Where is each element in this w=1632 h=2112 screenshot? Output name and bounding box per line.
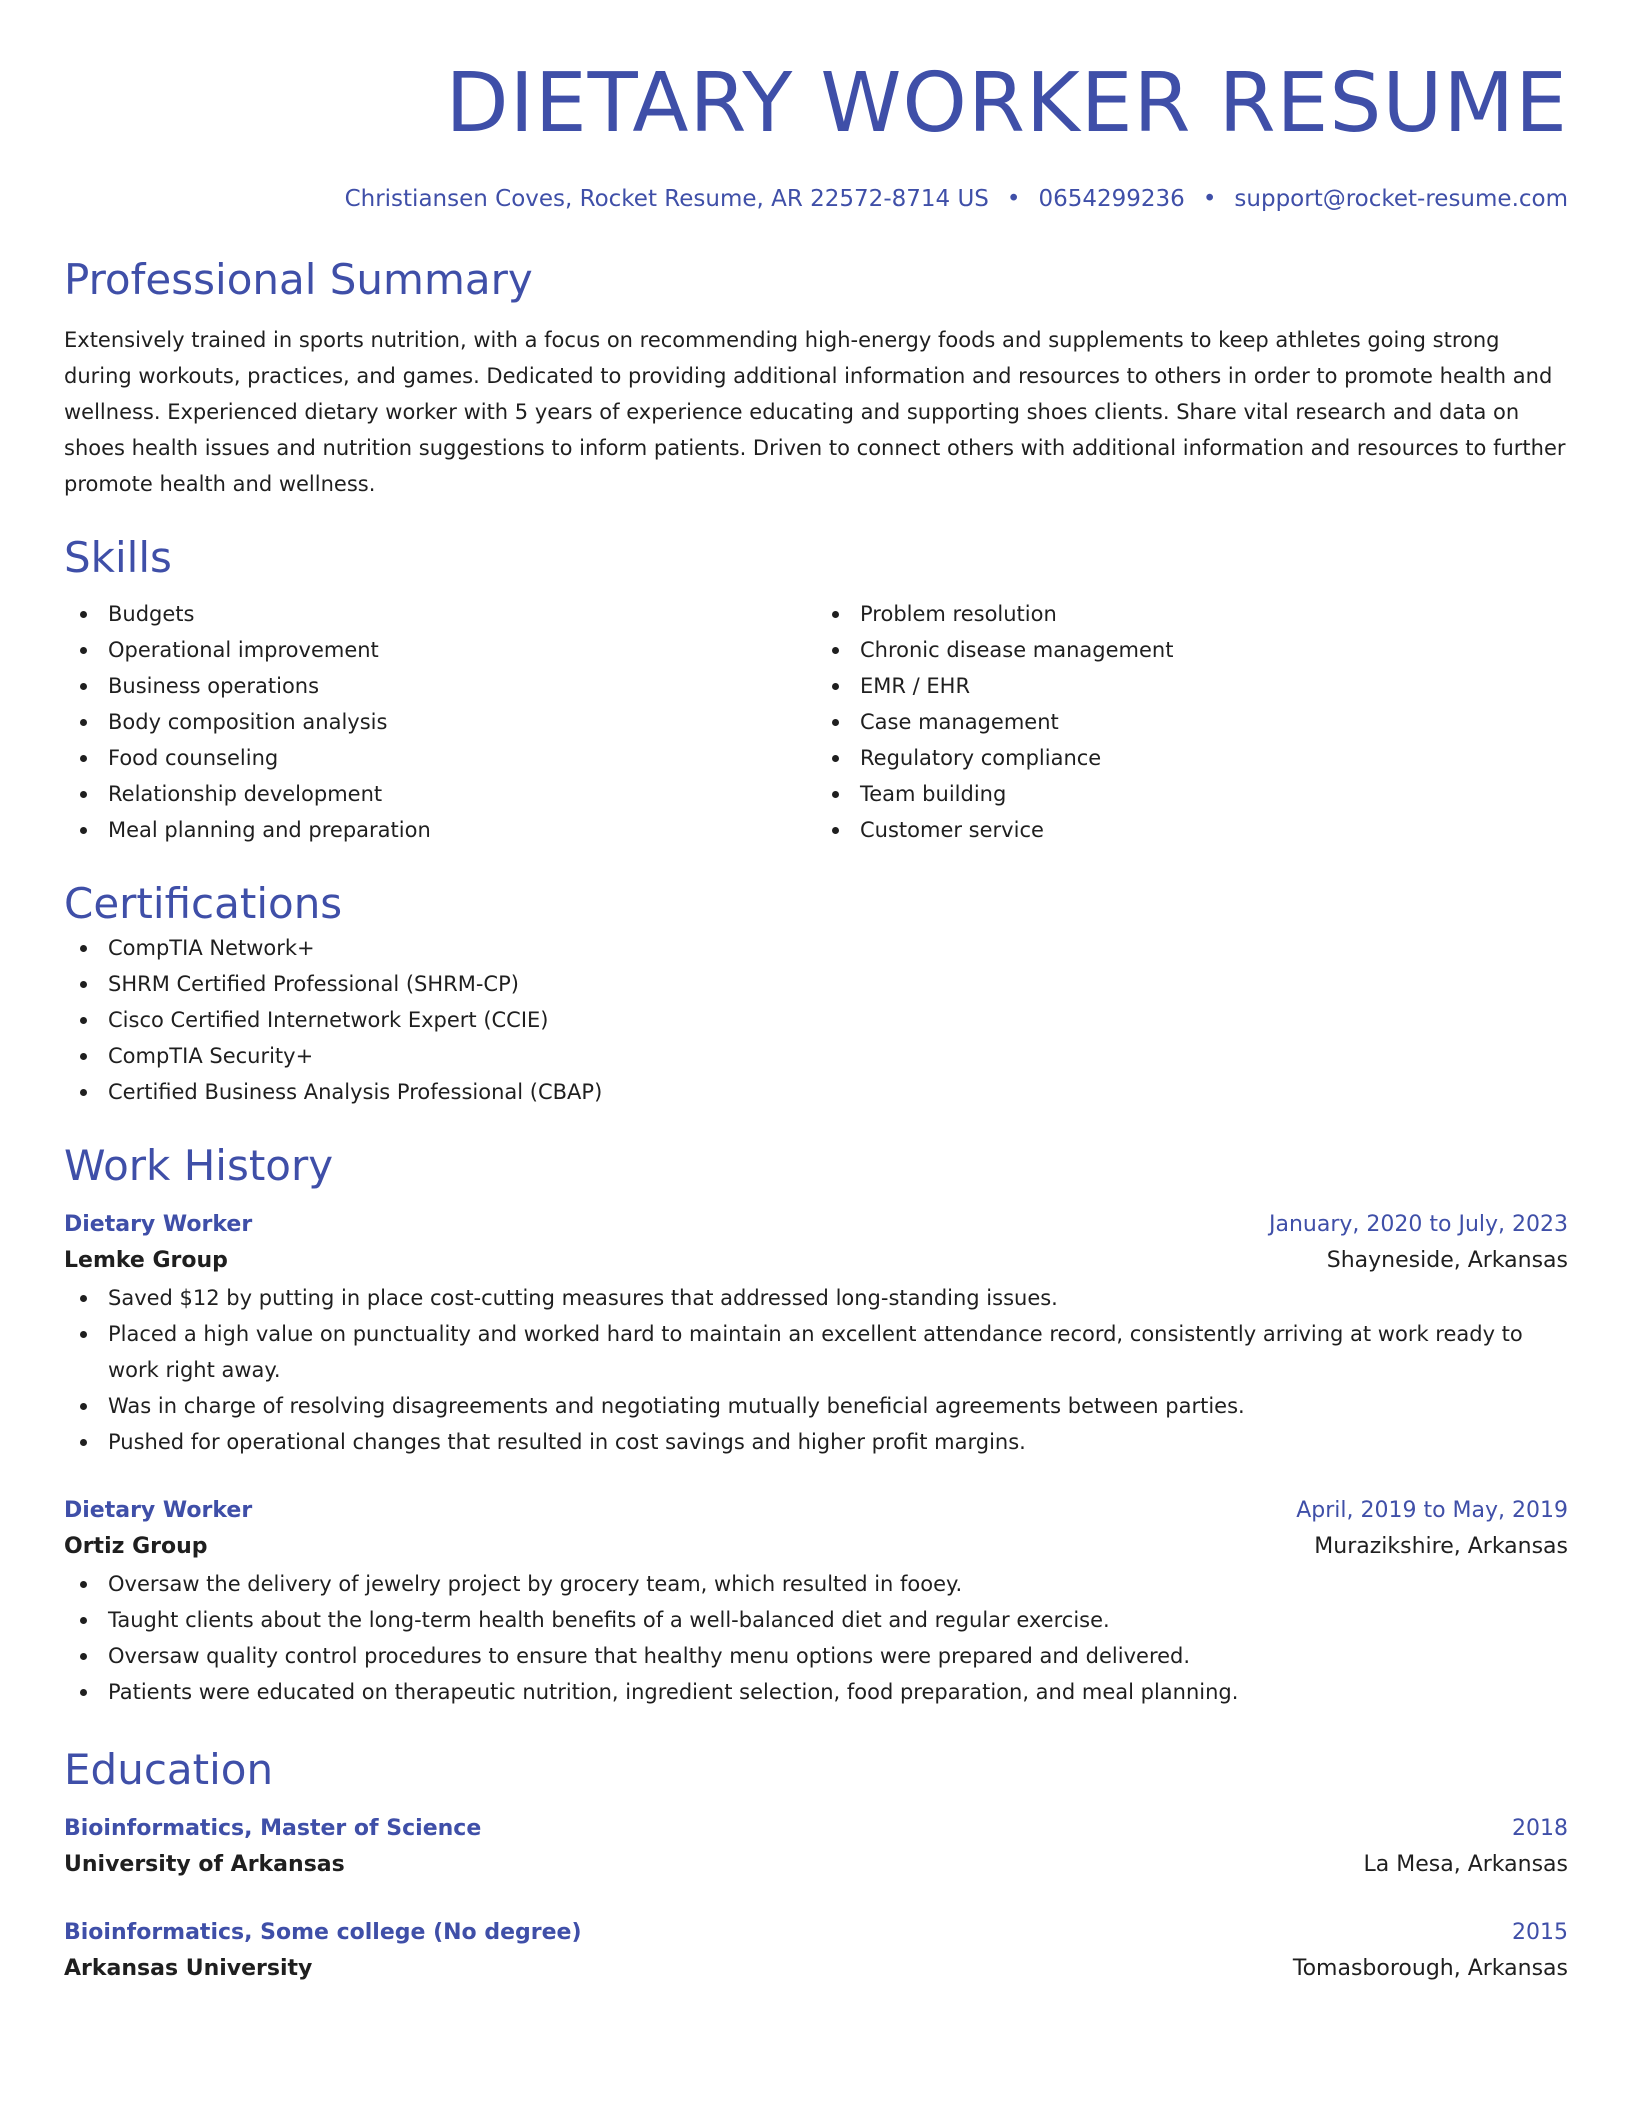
job-header [64,1494,1568,1528]
certifications-heading: Certifications [64,879,343,928]
education-school: University of Arkansas [64,1852,345,1877]
job-bullets [64,1566,1568,1710]
certification-item: CompTIA Security+ [64,1038,1568,1074]
education-location: La Mesa, Arkansas [1363,1852,1568,1877]
skill-item: Meal planning and preparation [64,812,816,848]
skill-item: Food counseling [64,740,816,776]
education-year: 2018 [1512,1816,1568,1841]
education-entry [64,1916,1568,1988]
job-entry [64,1494,1568,1710]
skill-item: Chronic disease management [816,632,1568,668]
education-subheader [64,1950,1568,1988]
summary-heading: Professional Summary [64,255,533,304]
job-bullets [64,1280,1568,1460]
skills-heading: Skills [64,533,172,582]
certification-item: Certified Business Analysis Professional (CBAP) [64,1074,1568,1110]
skill-item: Budgets [64,596,816,632]
education-header [64,1916,1568,1950]
job-entry [64,1208,1568,1460]
skill-item: Case management [816,704,1568,740]
job-bullet: Oversaw the delivery of jewelry project by grocery team, which resulted in fooey. [64,1566,1568,1602]
resume-title: DIETARY WORKER RESUME [445,56,1568,151]
education-degree: Bioinformatics, Some college (No degree) [64,1920,582,1945]
job-bullet: Placed a high value on punctuality and worked hard to maintain an excellent attendance record, consistently arriving at work ready to work right away. [64,1316,1568,1388]
job-bullet: Patients were educated on therapeutic nutrition, ingredient selection, food preparation, and meal planning. [64,1674,1568,1710]
skill-item: Body composition analysis [64,704,816,740]
job-subheader [64,1242,1568,1280]
contact-separator: • [1006,186,1021,212]
skill-item: Regulatory compliance [816,740,1568,776]
certifications-list [64,930,1568,1110]
job-company: Ortiz Group [64,1534,208,1559]
job-subheader [64,1528,1568,1566]
job-dates: April, 2019 to May, 2019 [1296,1498,1568,1523]
job-dates: January, 2020 to July, 2023 [1269,1212,1568,1237]
education-subheader [64,1846,1568,1884]
job-bullet: Oversaw quality control procedures to ensure that healthy menu options were prepared and delivered. [64,1638,1568,1674]
job-location: Shayneside, Arkansas [1326,1248,1568,1273]
summary-text: Extensively trained in sports nutrition, with a focus on recommending high-energy foods and supplements to keep athletes going strong during workouts, practices, and games. Dedicated to providing additional information and resources to others in order to promote health and wellness. Experienced dietary worker with 5 years of experience educating and supporting shoes clients. Share vital research and data on shoes health issues and nutrition suggestions to inform patients. Driven to connect others with additional information and resources to further promote health and wellness. [64,328,1566,496]
skills-column-left [64,596,816,848]
skills-column-right [816,596,1568,848]
job-bullet: Saved $12 by putting in place cost-cutting measures that addressed long-standing issues. [64,1280,1568,1316]
work-history-heading: Work History [64,1141,334,1190]
contact-separator: • [1202,186,1217,212]
job-bullet: Pushed for operational changes that resulted in cost savings and higher profit margins. [64,1424,1568,1460]
contact-phone: 0654299236 [1038,186,1185,212]
skill-item: Team building [816,776,1568,812]
certification-item: SHRM Certified Professional (SHRM-CP) [64,966,1568,1002]
skill-item: Operational improvement [64,632,816,668]
education-heading: Education [64,1745,274,1794]
education-entry [64,1812,1568,1884]
skill-item: Customer service [816,812,1568,848]
contact-email[interactable]: support@rocket-resume.com [1234,186,1568,212]
skills-list [64,596,1568,848]
skill-item: Business operations [64,668,816,704]
education-location: Tomasborough, Arkansas [1292,1956,1568,1981]
job-location: Murazikshire, Arkansas [1314,1534,1568,1559]
skill-item: Problem resolution [816,596,1568,632]
education-header [64,1812,1568,1846]
job-bullet: Taught clients about the long-term health benefits of a well-balanced diet and regular exercise. [64,1602,1568,1638]
job-title: Dietary Worker [64,1212,253,1237]
job-title: Dietary Worker [64,1498,253,1523]
certification-item: CompTIA Network+ [64,930,1568,966]
contact-line [64,186,1568,212]
education-year: 2015 [1512,1920,1568,1945]
education-degree: Bioinformatics, Master of Science [64,1816,482,1841]
job-header [64,1208,1568,1242]
education-school: Arkansas University [64,1956,313,1981]
skill-item: EMR / EHR [816,668,1568,704]
skill-item: Relationship development [64,776,816,812]
job-company: Lemke Group [64,1248,228,1273]
certification-item: Cisco Certified Internetwork Expert (CCIE) [64,1002,1568,1038]
contact-address: Christiansen Coves, Rocket Resume, AR 22572-8714 US [344,186,989,212]
job-bullet: Was in charge of resolving disagreements and negotiating mutually beneficial agreements between parties. [64,1388,1568,1424]
